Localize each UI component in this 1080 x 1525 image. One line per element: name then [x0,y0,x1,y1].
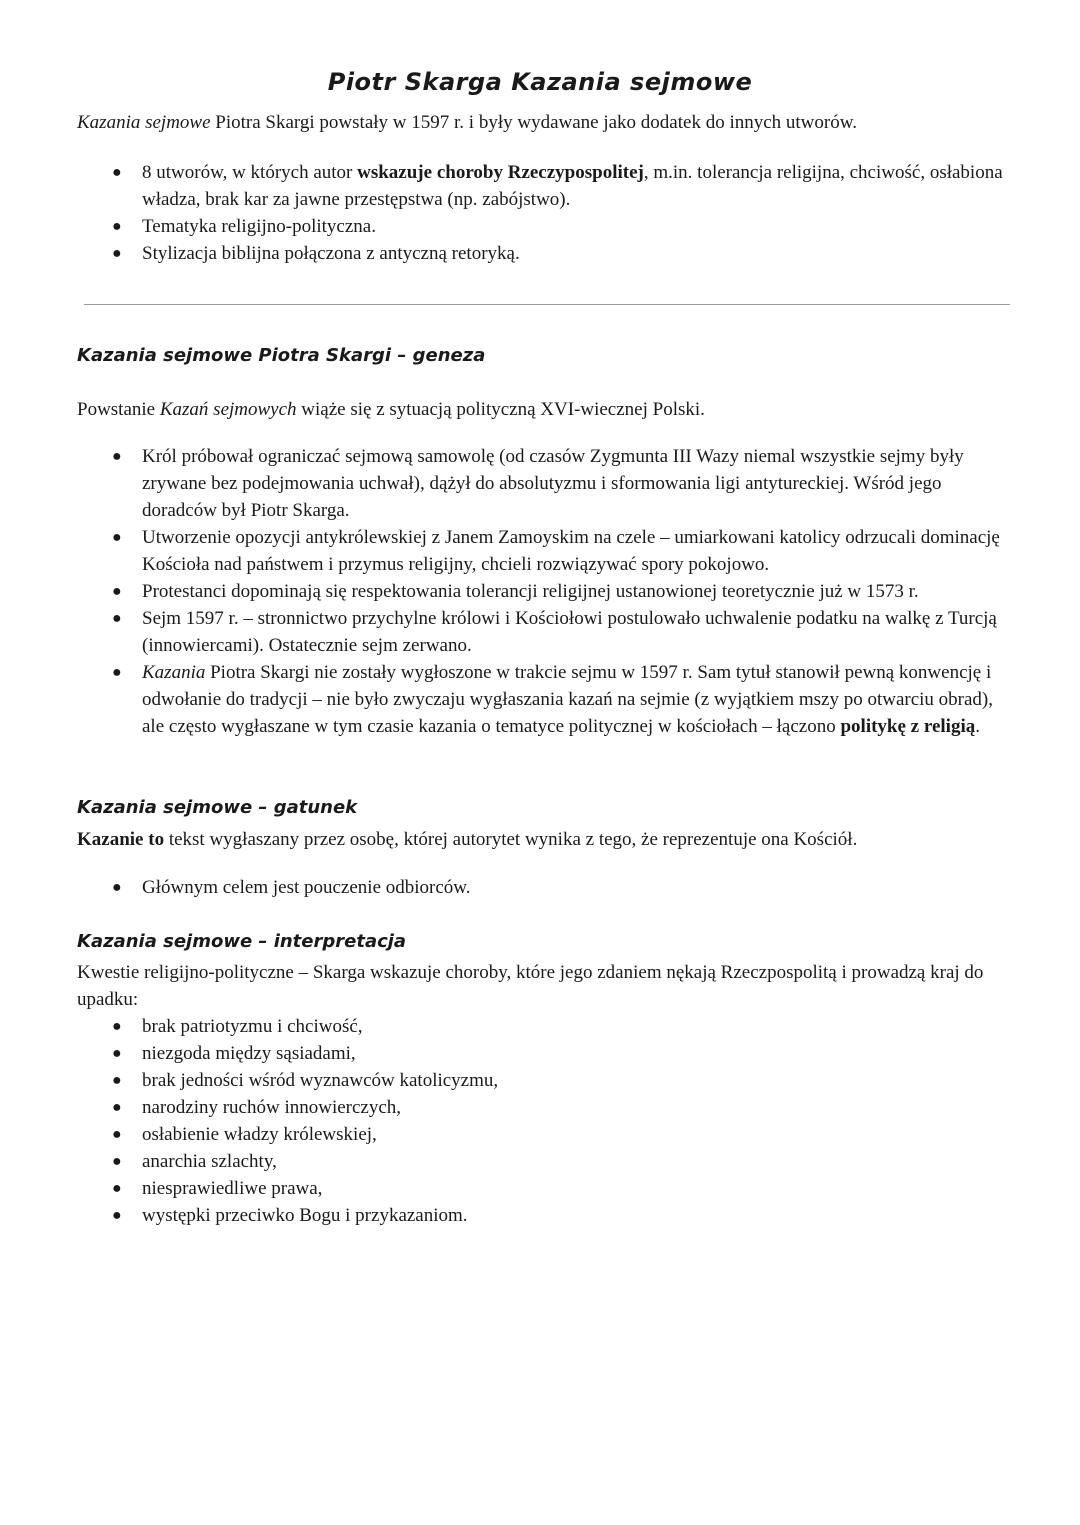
list-item: ● brak patriotyzmu i chciwość, [0,1013,1012,1040]
bullet-icon: ● [112,1099,122,1116]
list-item: ● Tematyka religijno-polityczna. [0,213,1012,240]
gatunek-list [0,874,1080,901]
list-item: ● Król próbował ograniczać sejmową samowolę (od czasów Zygmunta III Wazy niemal wszystkie sejmy były zrywane bez podejmowania uchwał), dążył do absolutyzmu i sformowania ligi antytureckiej. Wśród jego doradców był Piotr Skarga. [0,443,1012,524]
list-item: ● anarchia szlachty, [0,1148,1012,1175]
bullet-icon: ● [112,1180,122,1197]
list-item: ● 8 utworów, w których autor wskazuje choroby Rzeczypospolitej, m.in. tolerancja religijna, chciwość, osłabiona władza, brak kar za jawne przestępstwa (np. zabójstwo). [0,159,1012,213]
list-item: ● brak jedności wśród wyznawców katolicyzmu, [0,1067,1012,1094]
bullet-icon: ● [112,529,122,546]
interpretacja-list [0,1013,1080,1229]
list-item: ● narodziny ruchów innowierczych, [0,1094,1012,1121]
bullet-icon: ● [112,1045,122,1062]
bullet-icon: ● [112,448,122,465]
intro-italic: Kazania sejmowe [77,112,211,133]
list-item: ● Stylizacja biblijna połączona z antyczną retoryką. [0,240,1012,267]
list-item: ● niesprawiedliwe prawa, [0,1175,1012,1202]
bullet-icon: ● [112,583,122,600]
gatunek-definition: Kazanie to tekst wygłaszany przez osobę, której autorytet wynika z tego, że reprezentuje ona Kościół. [77,829,858,850]
list-item: ● występki przeciwko Bogu i przykazaniom. [0,1202,1012,1229]
bullet-icon: ● [112,245,122,262]
bullet-icon: ● [112,664,122,681]
section-heading-gatunek: Kazania sejmowe – gatunek [77,797,358,818]
section-heading-geneza: Kazania sejmowe Piotra Skargi – geneza [77,345,486,366]
intro-list [0,159,1080,267]
list-item: ● Głównym celem jest pouczenie odbiorców. [0,874,1012,901]
interpretacja-intro: Kwestie religijno-polityczne – Skarga wskazuje choroby, które jego zdaniem nękają Rzeczpospolitą i prowadzą kraj do upadku: [77,962,984,1010]
list-item: ● niezgoda między sąsiadami, [0,1040,1012,1067]
intro-paragraph [77,109,1017,136]
section-heading-interpretacja: Kazania sejmowe – interpretacja [77,931,407,952]
list-item: ● Protestanci dopominają się respektowania tolerancji religijnej ustanowionej teoretycznie już w 1573 r. [0,578,1012,605]
bullet-icon: ● [112,1153,122,1170]
geneza-list [0,443,1080,740]
geneza-intro: Powstanie Kazań sejmowych wiąże się z sytuacją polityczną XVI-wiecznej Polski. [77,399,705,420]
list-item: ● osłabienie władzy królewskiej, [0,1121,1012,1148]
list-item: ● Sejm 1597 r. – stronnictwo przychylne królowi i Kościołowi postulowało uchwalenie podatku na walkę z Turcją (innowiercami). Ostatecznie sejm zerwano. [0,605,1012,659]
bullet-icon: ● [112,218,122,235]
bullet-icon: ● [112,879,122,896]
intro-text: Piotra Skargi powstały w 1597 r. i były wydawane jako dodatek do innych utworów. [210,112,857,133]
bullet-icon: ● [112,1018,122,1035]
list-item: ● Utworzenie opozycji antykrólewskiej z Janem Zamoyskim na czele – umiarkowani katolicy odrzucali dominację Kościoła nad państwem i przymus religijny, chcieli rozwiązywać spory pokojowo. [0,524,1012,578]
bullet-icon: ● [112,164,122,181]
bullet-icon: ● [112,1207,122,1224]
bullet-icon: ● [112,610,122,627]
bullet-icon: ● [112,1072,122,1089]
page-title: Piotr Skarga Kazania sejmowe [327,68,753,96]
list-item: ● Kazania Piotra Skargi nie zostały wygłoszone w trakcie sejmu w 1597 r. Sam tytuł stanowił pewną konwencję i odwołanie do tradycji – nie było zwyczaju wygłaszania kazań na sejmie (z wyjątkiem mszy po otwarciu obrad), ale często wygłaszane w tym czasie kazania o tematyce politycznej w kościołach – łączono politykę z religią. [0,659,1012,740]
bullet-icon: ● [112,1126,122,1143]
horizontal-divider [84,304,1010,305]
